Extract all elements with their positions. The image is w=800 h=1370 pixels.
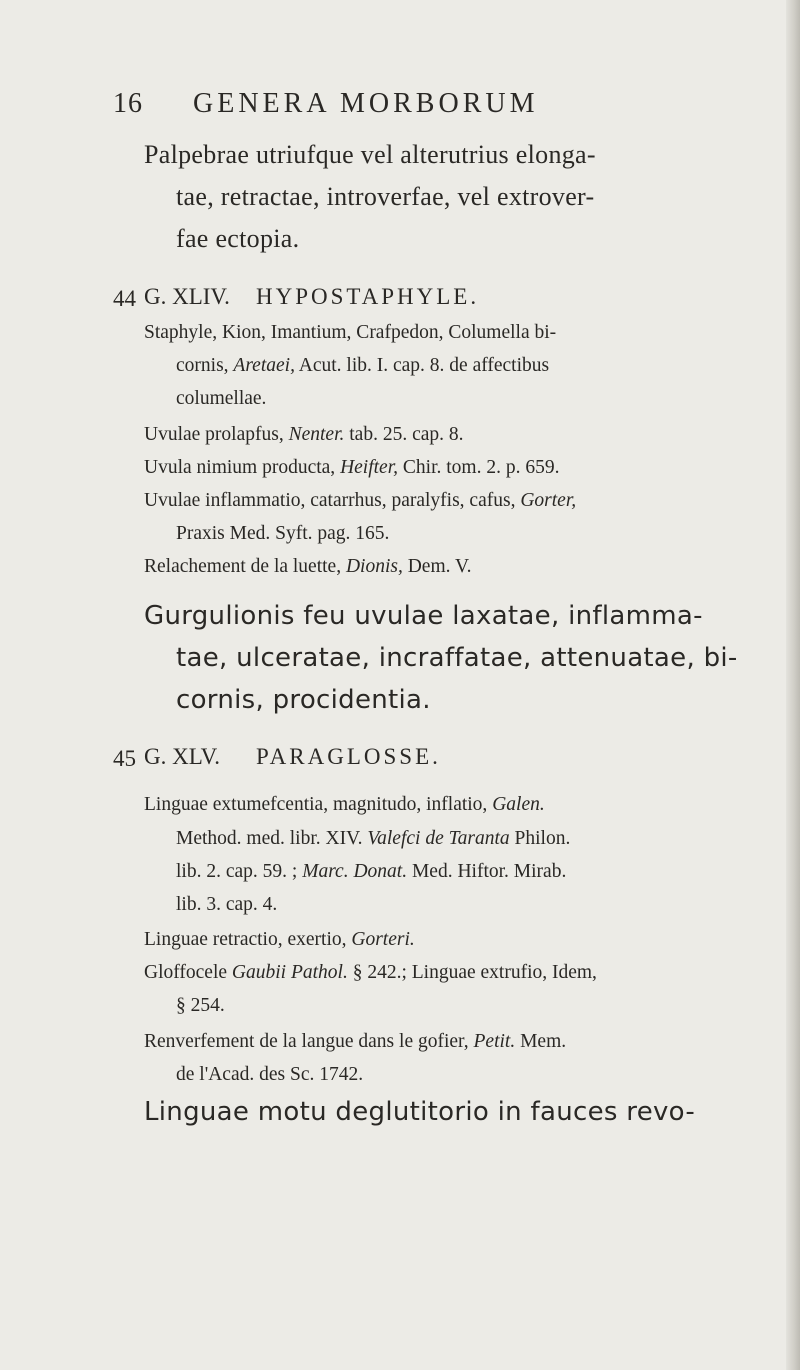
genus-number: 45 [113,746,136,771]
cited-author: Marc. Donat. [302,861,408,882]
text-run: Linguae retractio, exertio, [144,929,352,950]
synonym-line [144,929,415,951]
text-run: tab. 25. cap. 8. [344,424,464,445]
text-run: Renverfement de la langue dans le gofier, [144,1031,474,1052]
cited-author: Valefci de Taranta [367,828,510,849]
synonym-line [176,828,570,850]
text-run: Uvulae prolapfus, [144,424,289,445]
text-run: Chir. tom. 2. p. 659. [398,457,560,478]
synonym-line [176,523,389,545]
cited-author: Heifter, [340,457,399,478]
synonym-line [144,794,545,816]
text-run: Uvula nimium producta, [144,457,341,478]
synonym-line [176,355,549,377]
page-header [113,88,713,128]
cited-author: Gorter, [520,490,577,511]
cited-author: Petit. [473,1031,516,1052]
cited-author: Gorteri. [351,929,415,950]
synonym-line [144,424,464,446]
text-run: Med. Hiftor. Mirab. [407,861,567,882]
text-run: Relachement de la luette, [144,556,346,577]
genus-code: G. XLIV. [144,284,230,309]
text-run: Dem. V. [402,556,472,577]
synonym-line [176,1064,363,1086]
definition-line: tae, ulceratae, incraffatae, attenuatae, bi- [176,643,738,673]
cited-author: Dionis, [345,556,403,577]
genus-name: HYPOSTAPHYLE. [256,284,480,309]
synonym-line [144,322,556,344]
genus-name: PARAGLOSSE. [256,744,441,769]
text-run: columellae. [176,388,267,409]
cited-author: Galen. [492,794,545,815]
text-run: § 254. [176,995,225,1016]
synonym-line [176,861,566,883]
text-run: § 242.; Linguae extrufio, Idem, [347,962,597,983]
text-run: de l'Acad. des Sc. 1742. [176,1064,364,1085]
synonym-line [144,1031,566,1053]
paragraph-line: fae ectopia. [176,224,300,253]
synonym-line [176,894,277,916]
definition-line: Linguae motu deglutitorio in fauces revo- [144,1097,696,1127]
genus-number: 44 [113,286,136,311]
text-run: lib. 3. cap. 4. [176,894,278,915]
text-run: Praxis Med. Syft. pag. 165. [176,523,390,544]
text-run: Mem. [515,1031,567,1052]
cited-author: Gaubii Pathol. [231,962,348,983]
synonym-line [144,457,559,479]
cited-author: Nenter. [288,424,345,445]
synonym-line [176,388,266,410]
text-run: Method. med. libr. XIV. [176,828,368,849]
page-number: 16 [113,88,143,119]
text-run: Gloffocele [144,962,232,983]
text-run: Staphyle, Kion, Imantium, Crafpedon, Columella bi- [144,322,557,343]
text-run: Acut. lib. I. cap. 8. de affectibus [294,355,550,376]
paragraph-line: Palpebrae utriufque vel alterutrius elonga- [144,140,596,169]
text-run: cornis, [176,355,234,376]
synonym-line [144,490,576,512]
synonym-line [176,995,225,1017]
text-run: lib. 2. cap. 59. ; [176,861,303,882]
cited-author: Aretaei, [233,355,295,376]
paragraph-line: tae, retractae, introverfae, vel extrover- [176,182,595,211]
text-run: Uvulae inflammatio, catarrhus, paralyfis, cafus, [144,490,521,511]
text-run: Philon. [509,828,571,849]
running-head: GENERA MORBORUM [193,88,539,119]
genus-code: G. XLV. [144,744,221,769]
page-edge-shadow [786,0,800,1370]
synonym-line [144,556,471,578]
synonym-line [144,962,597,984]
definition-line: cornis, procidentia. [176,685,431,715]
definition-line: Gurgulionis feu uvulae laxatae, inflamma- [144,601,703,631]
text-run: Linguae extumefcentia, magnitudo, inflatio, [144,794,493,815]
